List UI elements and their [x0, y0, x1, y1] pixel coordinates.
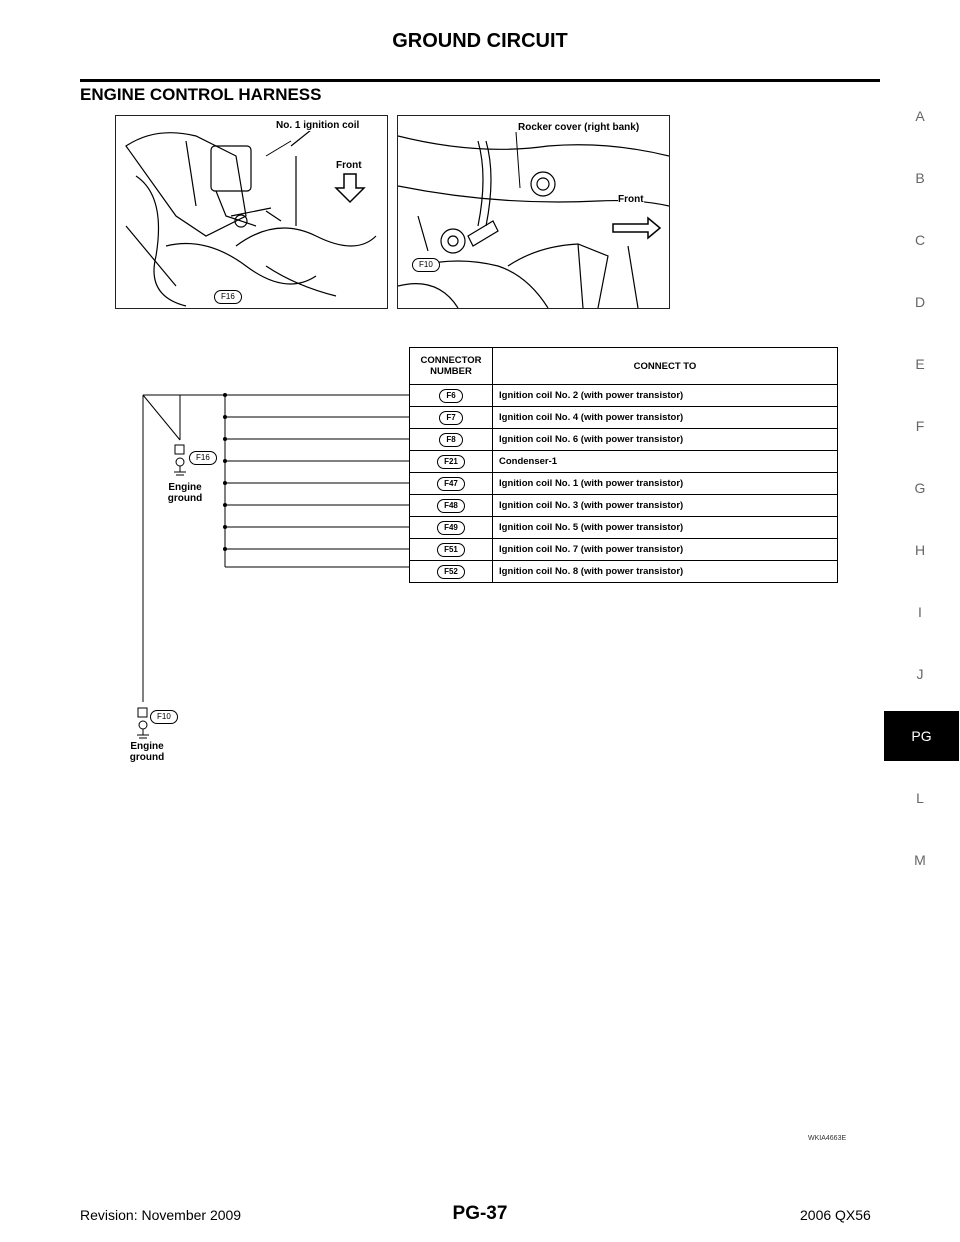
side-index-l[interactable]: L [916, 790, 924, 806]
footer-model: 2006 QX56 [800, 1207, 871, 1223]
connector-number-cell [410, 495, 493, 517]
photo-rocker-cover [397, 115, 670, 309]
connect-to-cell: Ignition coil No. 8 (with power transistor) [493, 561, 838, 583]
table-row [410, 385, 838, 407]
connector-badge: F52 [437, 565, 465, 579]
connector-number-cell [410, 429, 493, 451]
side-index-a[interactable]: A [915, 108, 925, 124]
side-index-d[interactable]: D [914, 294, 926, 310]
header-connect-to: CONNECT TO [493, 348, 838, 385]
photo-ignition-coil [115, 115, 388, 309]
connect-to-cell: Ignition coil No. 4 (with power transistor) [493, 407, 838, 429]
title-rule [80, 79, 880, 82]
connector-badge: F6 [439, 389, 462, 403]
side-index-pg-active[interactable]: PG [884, 711, 959, 761]
connector-badge: F47 [437, 477, 465, 491]
table-row [410, 429, 838, 451]
connector-number-cell [410, 539, 493, 561]
table-row [410, 473, 838, 495]
connector-f16-photo: F16 [214, 290, 242, 304]
connector-f10-diagram: F10 [150, 710, 178, 724]
table-row [410, 539, 838, 561]
connector-badge: F8 [439, 433, 462, 447]
table-row [410, 407, 838, 429]
connector-badge: F49 [437, 521, 465, 535]
side-index-m[interactable]: M [914, 852, 926, 868]
callout-front-right: Front [618, 194, 644, 205]
footer-revision: Revision: November 2009 [80, 1207, 242, 1223]
side-index [880, 0, 960, 900]
connector-number-cell [410, 385, 493, 407]
header-connector-number: CONNECTOR NUMBER [410, 348, 493, 385]
connect-to-cell: Ignition coil No. 2 (with power transistor) [493, 385, 838, 407]
page-title: GROUND CIRCUIT [392, 30, 568, 52]
side-index-j[interactable]: J [916, 666, 924, 682]
engine-ground-bottom-label: Engine ground [129, 741, 165, 763]
side-index-f[interactable]: F [915, 418, 925, 434]
side-index-g[interactable]: G [914, 480, 926, 496]
side-index-e[interactable]: E [915, 356, 925, 372]
image-code: WKIA4663E [808, 1135, 847, 1142]
side-index-c[interactable]: C [914, 232, 926, 248]
side-index-i[interactable]: I [918, 604, 922, 620]
connector-f10-photo: F10 [412, 258, 440, 272]
connect-to-cell: Ignition coil No. 7 (with power transistor) [493, 539, 838, 561]
connector-f16-diagram: F16 [189, 451, 217, 465]
callout-rocker-cover: Rocker cover (right bank) [518, 122, 640, 133]
engine-drawing-right [398, 116, 669, 308]
side-index-b[interactable]: B [915, 170, 925, 186]
table-row [410, 517, 838, 539]
connector-number-cell [410, 407, 493, 429]
connect-to-cell: Ignition coil No. 6 (with power transistor) [493, 429, 838, 451]
connector-number-cell [410, 517, 493, 539]
table-row [410, 561, 838, 583]
connector-badge: F51 [437, 543, 465, 557]
connector-number-cell [410, 561, 493, 583]
engine-ground-top-label: Engine ground [167, 482, 203, 504]
connect-to-cell: Ignition coil No. 3 (with power transistor) [493, 495, 838, 517]
footer-page-number: PG-37 [452, 1203, 508, 1224]
table-row [410, 495, 838, 517]
connector-badge: F48 [437, 499, 465, 513]
connect-to-cell: Ignition coil No. 1 (with power transistor) [493, 473, 838, 495]
connect-to-cell: Condenser-1 [493, 451, 838, 473]
connector-badge: F21 [437, 455, 465, 469]
table-header-row [410, 348, 838, 385]
connector-table [409, 347, 838, 583]
connector-badge: F7 [439, 411, 462, 425]
callout-front-left: Front [336, 160, 362, 171]
connector-number-cell [410, 473, 493, 495]
table-row [410, 451, 838, 473]
connector-number-cell [410, 451, 493, 473]
callout-ignition-coil: No. 1 ignition coil [276, 120, 360, 131]
side-index-h[interactable]: H [914, 542, 926, 558]
section-heading: ENGINE CONTROL HARNESS [80, 85, 322, 104]
connect-to-cell: Ignition coil No. 5 (with power transistor) [493, 517, 838, 539]
engine-drawing-left [116, 116, 387, 308]
